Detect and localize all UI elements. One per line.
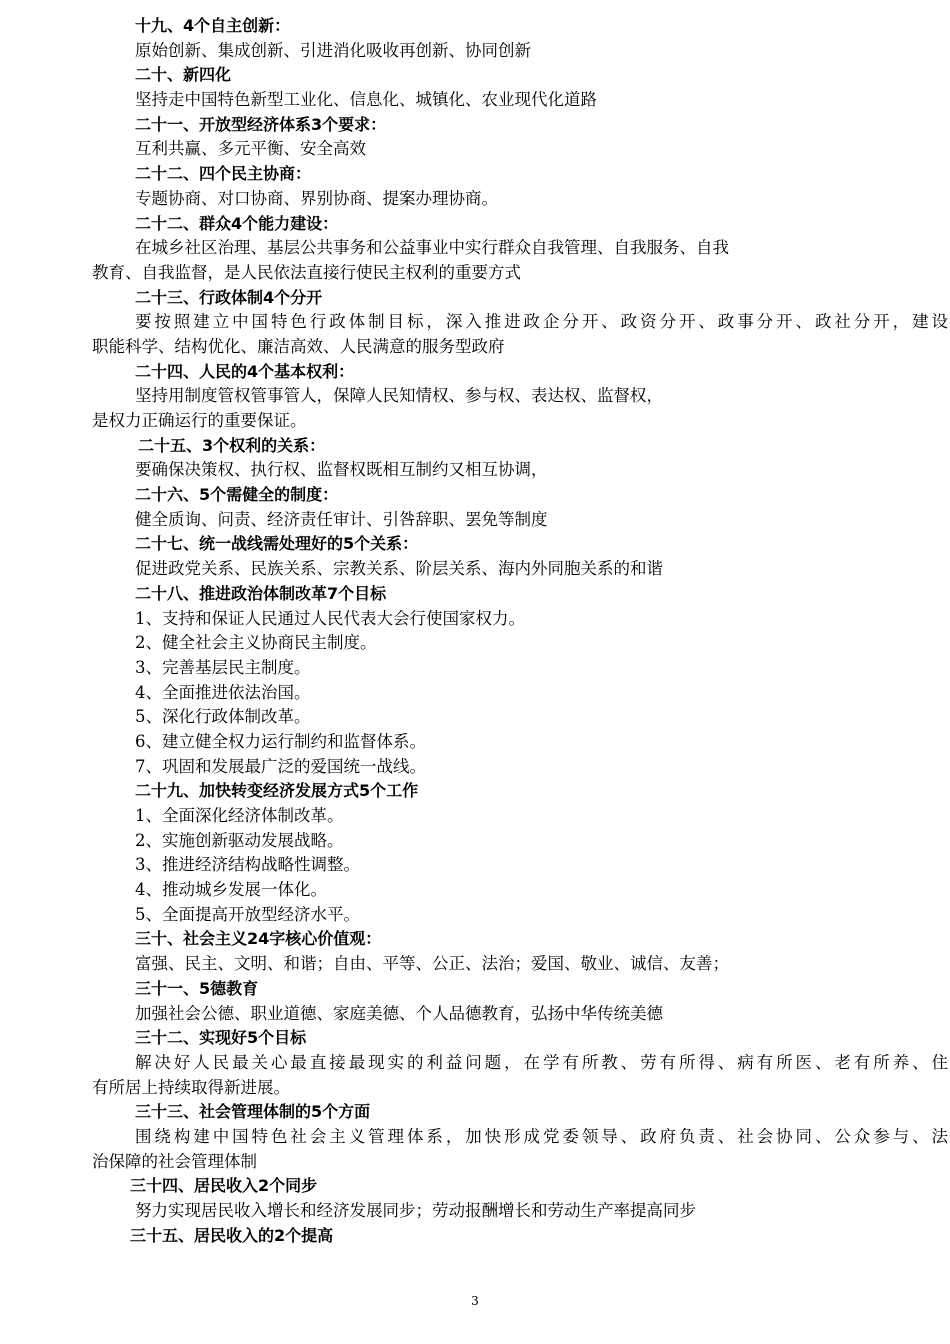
page-number: 3 xyxy=(471,1294,479,1308)
body-line: 坚持用制度管权管事管人，保障人民知情权、参与权、表达权、监督权， xyxy=(135,386,663,406)
body-line: 互利共赢、多元平衡、安全高效 xyxy=(135,139,366,159)
section-heading: 二十一、开放型经济体系3个要求： xyxy=(135,114,387,134)
section-heading: 二十、新四化 xyxy=(135,65,232,85)
document-page xyxy=(0,14,950,1248)
section-heading: 二十八、推进政治体制改革7个目标 xyxy=(135,583,387,603)
body-line: 健全质询、问责、经济责任审计、引咎辞职、罢免等制度 xyxy=(135,509,548,529)
body-line: 4、推动城乡发展一体化。 xyxy=(135,880,327,900)
body-line: 专题协商、对口协商、界别协商、提案办理协商。 xyxy=(135,188,498,208)
body-line: 围绕构建中国特色社会主义管理体系，加快形成党委领导、政府负责、社会协同、公众参与、法 xyxy=(135,1126,948,1146)
section-heading: 三十五、居民收入的2个提高 xyxy=(130,1225,334,1245)
section-heading: 二十七、统一战线需处理好的5个关系： xyxy=(135,534,419,554)
section-heading: 二十五、3个权利的关系： xyxy=(138,435,326,455)
section-heading: 二十二、四个民主协商： xyxy=(135,164,312,184)
body-line: 5、全面提高开放型经济水平。 xyxy=(135,904,360,924)
body-line: 促进政党关系、民族关系、宗教关系、阶层关系、海内外同胞关系的和谐 xyxy=(135,559,663,579)
section-heading: 三十二、实现好5个目标 xyxy=(135,1028,307,1048)
body-line: 1、全面深化经济体制改革。 xyxy=(135,806,344,825)
section-heading: 二十二、群众4个能力建设： xyxy=(135,213,339,233)
continuation-line: 教育、自我监督，是人民依法直接行使民主权利的重要方式 xyxy=(92,262,521,282)
section-heading: 十九、4个自主创新： xyxy=(135,16,291,35)
section-heading: 三十三、社会管理体制的5个方面 xyxy=(135,1102,371,1122)
continuation-line: 职能科学、结构优化、廉洁高效、人民满意的服务型政府 xyxy=(92,336,505,356)
continuation-line: 治保障的社会管理体制 xyxy=(92,1151,257,1171)
body-line: 7、巩固和发展最广泛的爱国统一战线。 xyxy=(135,756,426,776)
section-heading: 二十六、5个需健全的制度： xyxy=(135,485,339,505)
section-heading: 三十四、居民收入2个同步 xyxy=(130,1176,318,1196)
section-heading: 二十三、行政体制4个分开 xyxy=(135,287,323,307)
body-line: 2、实施创新驱动发展战略。 xyxy=(135,830,344,850)
body-line: 3、推进经济结构战略性调整。 xyxy=(135,855,360,875)
body-line: 要按照建立中国特色行政体制目标，深入推进政企分开、政资分开、政事分开、政社分开，建设 xyxy=(135,312,948,332)
body-line: 5、深化行政体制改革。 xyxy=(135,707,311,727)
body-line: 在城乡社区治理、基层公共事务和公益事业中实行群众自我管理、自我服务、自我 xyxy=(135,238,729,258)
body-line: 解决好人民最关心最直接最现实的利益问题，在学有所教、劳有所得、病有所医、老有所养、住 xyxy=(135,1052,948,1072)
section-heading: 二十四、人民的4个基本权利： xyxy=(135,361,355,381)
body-line: 4、全面推进依法治国。 xyxy=(135,682,311,702)
body-line: 要确保决策权、执行权、监督权既相互制约又相互协调， xyxy=(135,460,548,480)
section-heading: 二十九、加快转变经济发展方式5个工作 xyxy=(135,781,419,801)
body-line: 6、建立健全权力运行制约和监督体系。 xyxy=(135,731,426,751)
section-heading: 三十、社会主义24字核心价值观： xyxy=(135,929,382,949)
section-heading: 三十一、5德教育 xyxy=(135,978,259,998)
body-line: 1、支持和保证人民通过人民代表大会行使国家权力。 xyxy=(135,608,525,628)
body-line: 2、健全社会主义协商民主制度。 xyxy=(135,633,377,653)
body-line: 3、完善基层民主制度。 xyxy=(135,657,311,677)
continuation-line: 有所居上持续取得新进展。 xyxy=(92,1077,290,1097)
continuation-line: 是权力正确运行的重要保证。 xyxy=(92,411,307,430)
body-line: 坚持走中国特色新型工业化、信息化、城镇化、农业现代化道路 xyxy=(135,90,597,110)
body-line: 原始创新、集成创新、引进消化吸收再创新、协同创新 xyxy=(135,40,531,60)
body-line: 富强、民主、文明、和谐；自由、平等、公正、法治；爱国、敬业、诚信、友善； xyxy=(135,954,729,974)
body-line: 努力实现居民收入增长和经济发展同步；劳动报酬增长和劳动生产率提高同步 xyxy=(135,1201,696,1220)
body-line: 加强社会公德、职业道德、家庭美德、个人品德教育，弘扬中华传统美德 xyxy=(135,1003,663,1023)
